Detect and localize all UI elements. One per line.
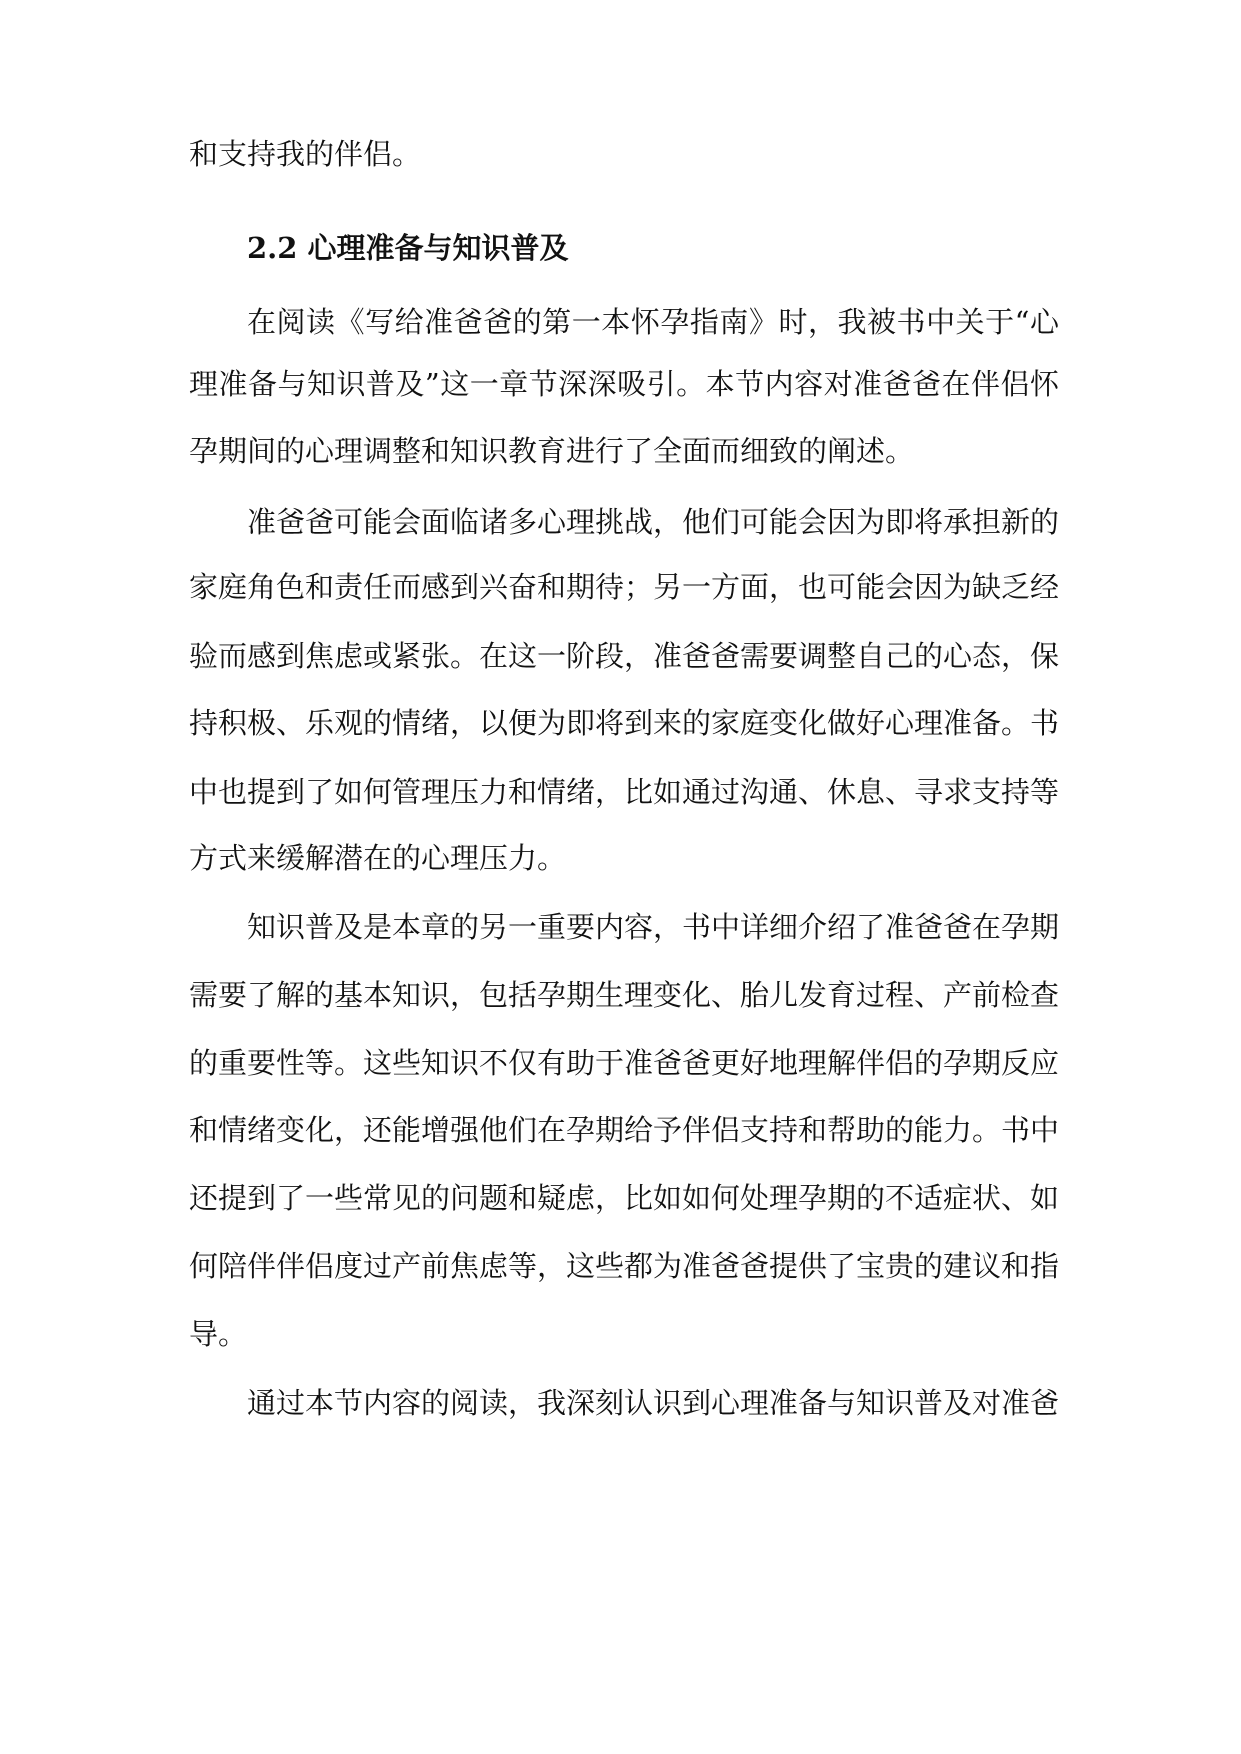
section-heading: 2.2 心理准备与知识普及: [247, 231, 569, 265]
paragraph-line: 中也提到了如何管理压力和情绪，比如通过沟通、休息、寻求支持等: [189, 775, 1060, 809]
paragraph-line: 准爸爸可能会面临诸多心理挑战，他们可能会因为即将承担新的: [247, 505, 1060, 539]
paragraph-line: 和支持我的伴侣。: [189, 137, 422, 171]
paragraph-line: 导。: [189, 1317, 248, 1351]
paragraph-line: 孕期间的心理调整和知识教育进行了全面而细致的阐述。: [189, 434, 915, 468]
paragraph-line: 验而感到焦虑或紧张。在这一阶段，准爸爸需要调整自己的心态，保: [189, 639, 1060, 673]
paragraph-line: 和情绪变化，还能增强他们在孕期给予伴侣支持和帮助的能力。书中: [189, 1113, 1060, 1147]
paragraph-line: 在阅读《写给准爸爸的第一本怀孕指南》时，我被书中关于“心: [247, 305, 1059, 339]
paragraph-line: 通过本节内容的阅读，我深刻认识到心理准备与知识普及对准爸: [247, 1386, 1060, 1420]
paragraph-line: 家庭角色和责任而感到兴奋和期待；另一方面，也可能会因为缺乏经: [189, 570, 1060, 604]
paragraph-line: 理准备与知识普及”这一章节深深吸引。本节内容对准爸爸在伴侣怀: [189, 367, 1059, 401]
paragraph-line: 的重要性等。这些知识不仅有助于准爸爸更好地理解伴侣的孕期反应: [189, 1046, 1060, 1080]
paragraph-line: 方式来缓解潜在的心理压力。: [189, 841, 567, 875]
paragraph-line: 需要了解的基本知识，包括孕期生理变化、胎儿发育过程、产前检查: [189, 978, 1060, 1012]
paragraph-line: 知识普及是本章的另一重要内容，书中详细介绍了准爸爸在孕期: [247, 910, 1060, 944]
paragraph-line: 何陪伴伴侣度过产前焦虑等，这些都为准爸爸提供了宝贵的建议和指: [189, 1249, 1060, 1283]
paragraph-line: 持积极、乐观的情绪，以便为即将到来的家庭变化做好心理准备。书: [189, 706, 1060, 740]
paragraph-line: 还提到了一些常见的问题和疑虑，比如如何处理孕期的不适症状、如: [189, 1181, 1060, 1215]
